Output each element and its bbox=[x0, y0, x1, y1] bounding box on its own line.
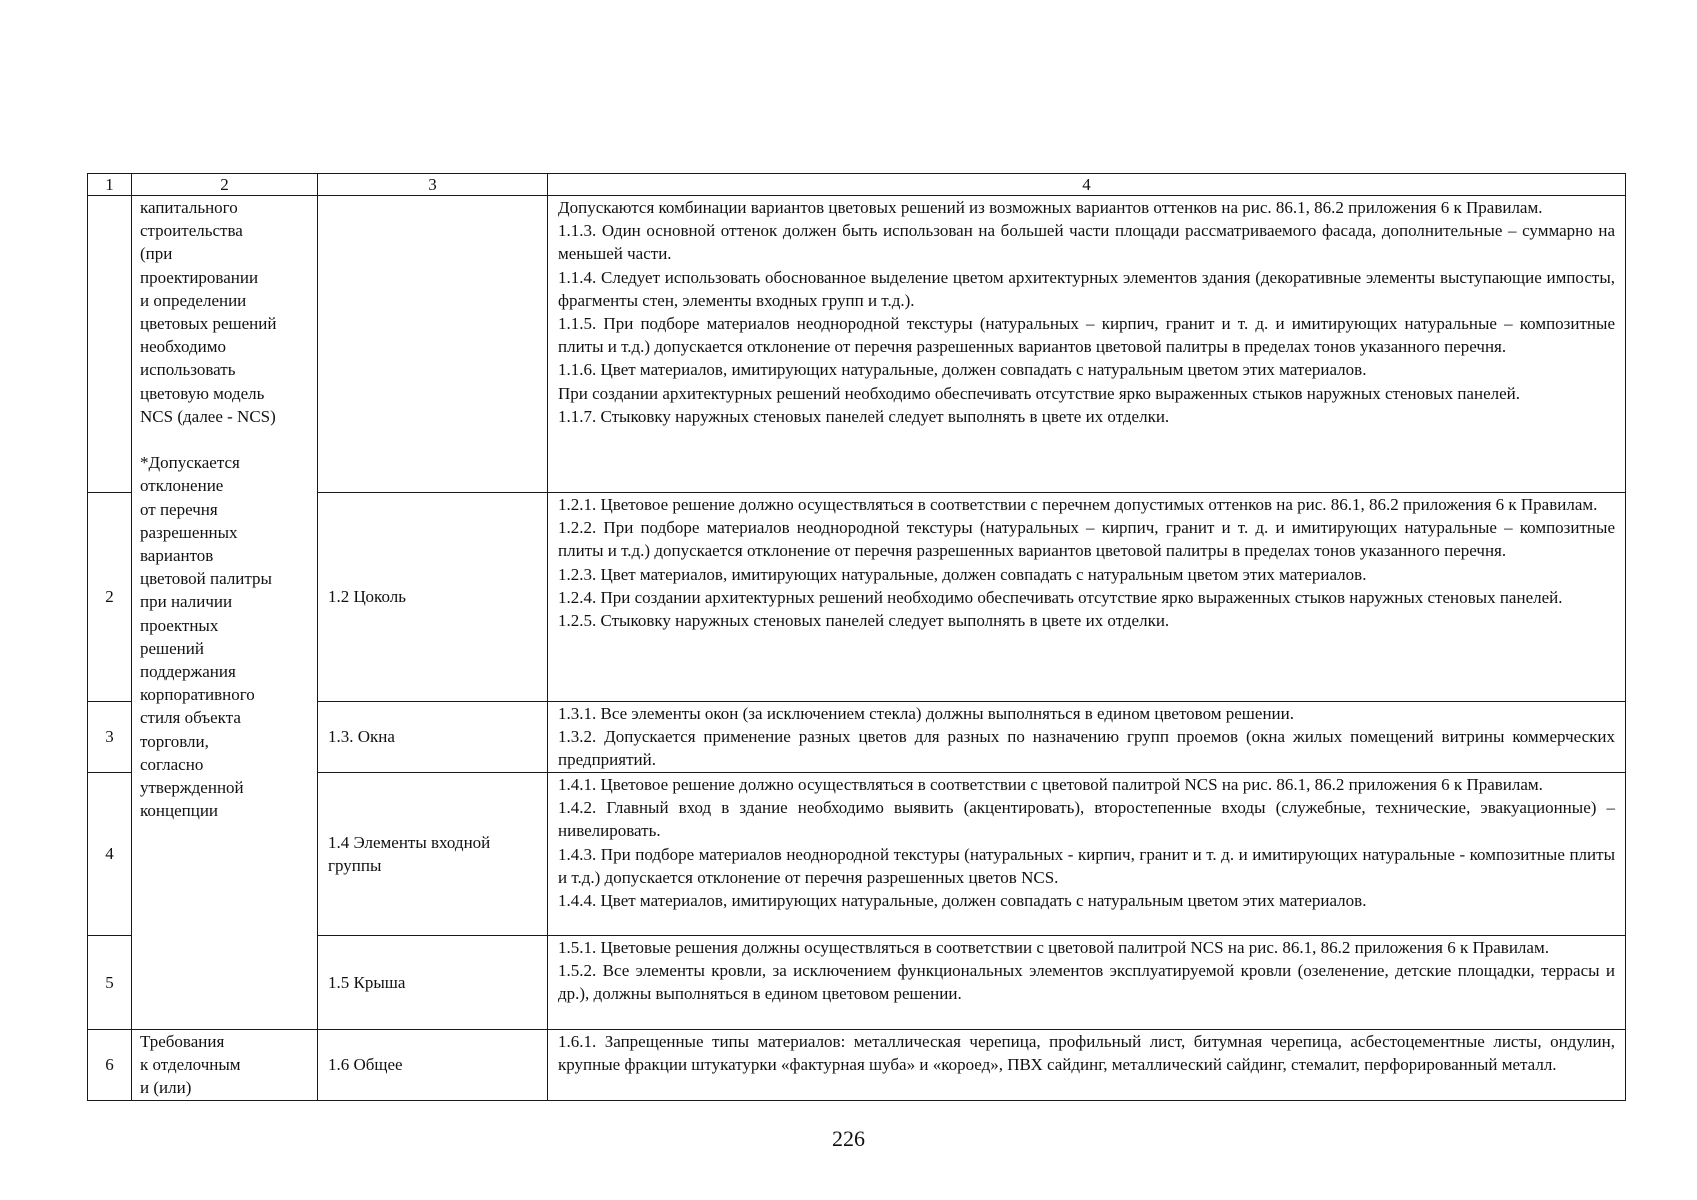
header-cell-3: 3 bbox=[318, 174, 548, 196]
category-note-line: проектных bbox=[140, 615, 219, 635]
requirement-paragraph: 1.5.1. Цветовые решения должны осуществляться в соответствии с цветовой палитрой NCS на рис. 86.1, 86.2 приложения 6 к Правилам. bbox=[558, 938, 1549, 957]
requirement-paragraph: При создании архитектурных решений необходимо обеспечивать отсутствие ярко выраженных стыков наружных стеновых панелей. bbox=[558, 383, 1520, 403]
row-number: 3 bbox=[88, 702, 132, 773]
category-line: и определении bbox=[140, 290, 247, 310]
category-note-line: отклонение bbox=[140, 476, 224, 496]
category-line: проектировании bbox=[140, 267, 259, 287]
requirement-category-cell bbox=[132, 1030, 318, 1101]
category-note-line: вариантов bbox=[140, 546, 214, 566]
category-line: NCS (далее - NCS) bbox=[140, 406, 276, 426]
category-note-line: стиля объекта bbox=[140, 708, 241, 728]
requirement-paragraph: 1.2.4. При создании архитектурных решений необходимо обеспечивать отсутствие ярко выраженных стыков наружных стеновых панелей. bbox=[558, 587, 1563, 607]
requirements-text bbox=[548, 773, 1626, 936]
category-line: к отделочным bbox=[140, 1055, 241, 1075]
category-note-line: согласно bbox=[140, 754, 204, 774]
table-row bbox=[88, 1030, 1626, 1101]
header-cell-4: 4 bbox=[548, 174, 1626, 196]
requirements-text bbox=[548, 1030, 1626, 1101]
requirements-text bbox=[548, 702, 1626, 773]
section-title: 1.2 Цоколь bbox=[318, 493, 548, 702]
requirement-paragraph: 1.2.2. При подборе материалов неоднородной текстуры (натуральных – кирпич, гранит и т. д. и имитирующих натуральные – композитные плиты и т.д.) допускается отклонение от перечня разрешенных вариантов цветовой палитры в пределах тонов указанного перечня. bbox=[558, 518, 1615, 561]
category-line: цветовую модель bbox=[140, 383, 265, 403]
category-note-line: решений bbox=[140, 638, 204, 658]
requirement-paragraph: 1.4.1. Цветовое решение должно осуществляться в соответствии с цветовой палитрой NCS на рис. 86.1, 86.2 приложения 6 к Правилам. bbox=[558, 775, 1543, 794]
row-number: 5 bbox=[88, 936, 132, 1030]
section-title: 1.5 Крыша bbox=[318, 936, 548, 1030]
table-row bbox=[88, 196, 1626, 493]
category-note-line: при наличии bbox=[140, 592, 233, 612]
category-line-gap bbox=[140, 428, 309, 451]
table-row bbox=[88, 702, 1626, 773]
category-note-line: поддержания bbox=[140, 662, 236, 682]
requirement-paragraph: 1.2.5. Стыковку наружных стеновых панелей следует выполнять в цвете их отделки. bbox=[558, 611, 1170, 631]
requirement-paragraph: 1.3.2. Допускается применение разных цветов для разных по назначению групп проемов (окна жилых помещений витрины коммерческих предприятий. bbox=[558, 727, 1615, 770]
requirement-paragraph: 1.1.5. При подборе материалов неоднородной текстуры (натуральных – кирпич, гранит и т. д. и имитирующих натуральные – композитные плиты и т.д.) допускается отклонение от перечня разрешенных вариантов цветовой палитры в пределах тонов указанного перечня. bbox=[558, 314, 1615, 357]
category-note-line: разрешенных bbox=[140, 522, 238, 542]
table-row bbox=[88, 936, 1626, 1030]
requirement-paragraph: 1.6.1. Запрещенные типы материалов: металлическая черепица, профильный лист, битумная черепица, асбестоцементные листы, ондулин, крупные фракции штукатурки «фактурная шуба» и «короед», ПВХ сайдинг, металлический сайдинг, стемалит, перфорированный металл. bbox=[558, 1032, 1615, 1075]
category-line: строительства bbox=[140, 221, 243, 241]
category-line: цветовых решений bbox=[140, 314, 277, 334]
row-number: 2 bbox=[88, 493, 132, 702]
section-title bbox=[318, 196, 548, 493]
category-note-line: цветовой палитры bbox=[140, 569, 272, 589]
row-number: 6 bbox=[88, 1030, 132, 1101]
requirement-category-cell bbox=[132, 196, 318, 1030]
category-line: необходимо bbox=[140, 337, 227, 357]
table-row bbox=[88, 773, 1626, 936]
category-note-line: концепции bbox=[140, 801, 219, 821]
requirements-text bbox=[548, 493, 1626, 702]
category-line: и (или) bbox=[140, 1078, 192, 1098]
section-title: 1.3. Окна bbox=[318, 702, 548, 773]
page-number: 226 bbox=[832, 1126, 865, 1151]
requirement-paragraph: 1.4.3. При подборе материалов неоднородной текстуры (натуральных - кирпич, гранит и т. д. и имитирующих натуральные - композитные плиты и т.д.) допускается отклонение от перечня разрешенных цветов NCS. bbox=[558, 844, 1615, 887]
requirement-paragraph: 1.1.6. Цвет материалов, имитирующих натуральные, должен совпадать с натуральным цветом этих материалов. bbox=[558, 360, 1367, 380]
category-note-line: утвержденной bbox=[140, 778, 244, 798]
category-note-line: *Допускается bbox=[140, 453, 240, 473]
requirement-paragraph: 1.4.2. Главный вход в здание необходимо выявить (акцентировать), второстепенные входы (служебные, технические, эвакуационные) – нивелировать. bbox=[558, 798, 1615, 841]
category-line: Требования bbox=[140, 1032, 225, 1051]
category-note-line: торговли, bbox=[140, 731, 209, 751]
header-cell-1: 1 bbox=[88, 174, 132, 196]
category-line: капитального bbox=[140, 198, 238, 217]
header-cell-2: 2 bbox=[132, 174, 318, 196]
category-line: (при bbox=[140, 244, 173, 264]
requirement-paragraph: 1.2.1. Цветовое решение должно осуществляться в соответствии с перечнем допустимых оттенков на рис. 86.1, 86.2 приложения 6 к Правилам. bbox=[558, 495, 1598, 514]
requirement-paragraph: 1.1.7. Стыковку наружных стеновых панелей следует выполнять в цвете их отделки. bbox=[558, 406, 1170, 426]
category-line: использовать bbox=[140, 360, 236, 380]
requirement-paragraph: 1.1.3. Один основной оттенок должен быть использован на большей части площади рассматриваемого фасада, дополнительные – суммарно на меньшей части. bbox=[558, 221, 1615, 264]
row-number bbox=[88, 196, 132, 493]
requirements-text bbox=[548, 936, 1626, 1030]
requirement-paragraph: 1.3.1. Все элементы окон (за исключением стекла) должны выполняться в едином цветовом решении. bbox=[558, 704, 1294, 723]
row-number: 4 bbox=[88, 773, 132, 936]
requirement-paragraph: 1.5.2. Все элементы кровли, за исключением функциональных элементов эксплуатируемой кровли (озеленение, детские площадки, террасы и др.), должны выполняться в едином цветовом решении. bbox=[558, 961, 1615, 1004]
requirement-paragraph: 1.2.3. Цвет материалов, имитирующих натуральные, должен совпадать с натуральным цветом этих материалов. bbox=[558, 564, 1367, 584]
section-title: 1.4 Элементы входной группы bbox=[318, 773, 548, 936]
requirement-paragraph: Допускаются комбинации вариантов цветовых решений из возможных вариантов оттенков на рис. 86.1, 86.2 приложения 6 к Правилам. bbox=[558, 198, 1543, 217]
category-note-line: от перечня bbox=[140, 499, 218, 519]
requirement-paragraph: 1.1.4. Следует использовать обоснованное выделение цветом архитектурных элементов здания (декоративные элементы выступающие импосты, фрагменты стен, элементы входных групп и т.д.). bbox=[558, 267, 1615, 310]
table-row bbox=[88, 493, 1626, 702]
category-note-line: корпоративного bbox=[140, 685, 255, 705]
section-title: 1.6 Общее bbox=[318, 1030, 548, 1101]
requirements-table bbox=[87, 173, 1626, 1101]
table-header-row bbox=[88, 174, 1626, 196]
requirement-paragraph: 1.4.4. Цвет материалов, имитирующих натуральные, должен совпадать с натуральным цветом этих материалов. bbox=[558, 891, 1367, 911]
requirements-text bbox=[548, 196, 1626, 493]
